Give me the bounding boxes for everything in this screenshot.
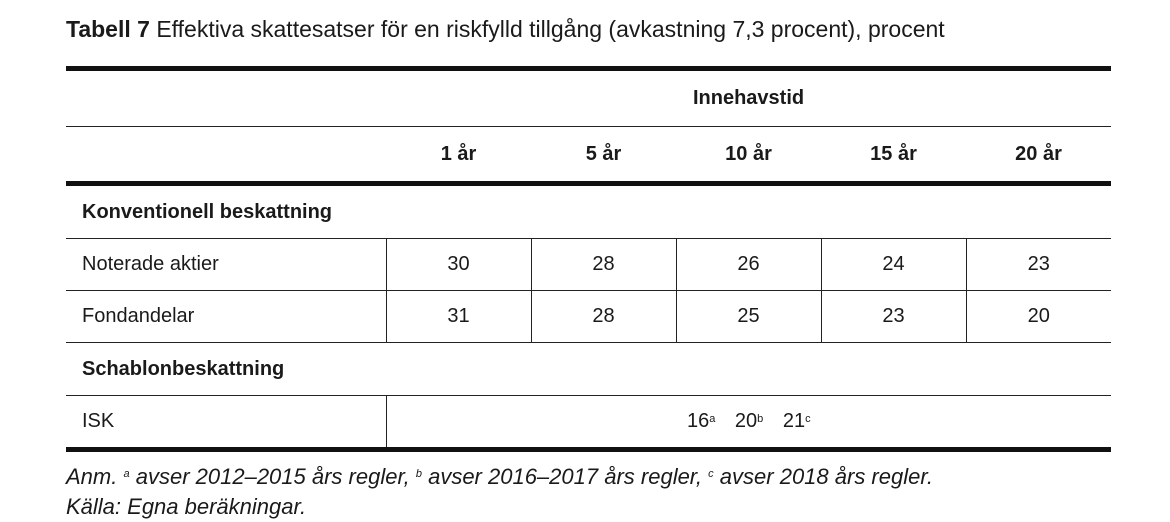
note-text: avser 2016–2017 års regler, bbox=[428, 464, 703, 489]
notes-prefix: Anm. bbox=[66, 464, 118, 489]
table-row bbox=[66, 396, 1111, 450]
value: 16 bbox=[686, 410, 710, 432]
empty-cell bbox=[66, 69, 386, 127]
isk-value bbox=[735, 410, 763, 432]
isk-value bbox=[687, 410, 715, 432]
source-line: Källa: Egna beräkningar. bbox=[66, 494, 307, 519]
row-label: ISK bbox=[66, 396, 386, 450]
group-header-row bbox=[66, 69, 1111, 127]
table-cell: 31 bbox=[386, 291, 531, 343]
tax-rate-table bbox=[66, 66, 1111, 452]
column-header-row bbox=[66, 127, 1111, 184]
column-header: 5 år bbox=[531, 127, 676, 184]
table-cell: 30 bbox=[386, 239, 531, 291]
table-cell: 26 bbox=[676, 239, 821, 291]
table-cell: 28 bbox=[531, 291, 676, 343]
section-row bbox=[66, 184, 1111, 239]
note-mark: c bbox=[708, 468, 714, 480]
column-header: 20 år bbox=[966, 127, 1111, 184]
note-mark: b bbox=[757, 413, 764, 425]
column-header: 15 år bbox=[821, 127, 966, 184]
table-caption bbox=[66, 16, 945, 43]
notes-line bbox=[66, 459, 933, 492]
column-header: 1 år bbox=[386, 127, 531, 184]
isk-value bbox=[783, 410, 811, 432]
section-title: Schablonbeskattning bbox=[66, 343, 1111, 396]
section-row bbox=[66, 343, 1111, 396]
table-row bbox=[66, 239, 1111, 291]
note-mark: a bbox=[123, 468, 130, 480]
table-title: Effektiva skattesatser för en riskfylld tillgång (avkastning 7,3 procent), procent bbox=[156, 16, 945, 42]
row-label: Noterade aktier bbox=[66, 239, 386, 291]
value: 20 bbox=[734, 410, 758, 432]
table-cell: 23 bbox=[821, 291, 966, 343]
table-cell: 20 bbox=[966, 291, 1111, 343]
note-text: avser 2012–2015 års regler, bbox=[135, 464, 410, 489]
table-row bbox=[66, 291, 1111, 343]
holding-period-header: Innehavstid bbox=[386, 69, 1111, 127]
empty-cell bbox=[66, 127, 386, 184]
table-number: Tabell 7 bbox=[66, 16, 150, 42]
note-text: avser 2018 års regler. bbox=[719, 464, 933, 489]
table-cell: 28 bbox=[531, 239, 676, 291]
note-mark: a bbox=[709, 413, 716, 425]
value: 21 bbox=[782, 410, 806, 432]
note-mark: c bbox=[805, 413, 811, 425]
merged-cell bbox=[386, 396, 1111, 450]
row-label: Fondandelar bbox=[66, 291, 386, 343]
table-notes bbox=[66, 459, 933, 522]
table-cell: 25 bbox=[676, 291, 821, 343]
column-header: 10 år bbox=[676, 127, 821, 184]
table-cell: 23 bbox=[966, 239, 1111, 291]
section-title: Konventionell beskattning bbox=[66, 184, 1111, 239]
note-mark: b bbox=[415, 468, 422, 480]
table-cell: 24 bbox=[821, 239, 966, 291]
